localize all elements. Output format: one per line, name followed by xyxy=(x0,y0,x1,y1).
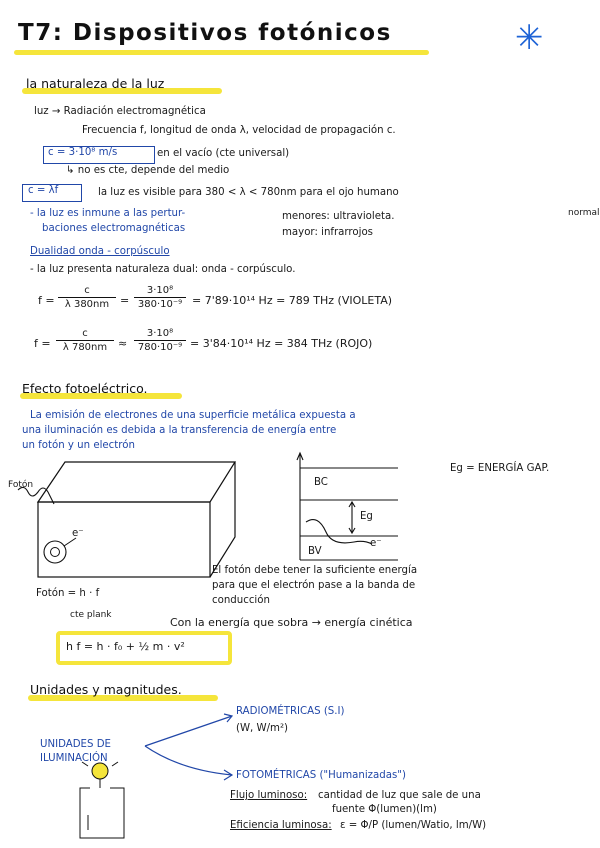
foton-formula: Fotón = h · f xyxy=(36,588,100,599)
planck-note: cte plank xyxy=(70,610,112,620)
electron-circle xyxy=(44,541,66,563)
normal-note: normal xyxy=(568,208,600,218)
lightbulb-drawing xyxy=(80,762,124,838)
emission-line2: una iluminación es debida a la transferencia de energía entre xyxy=(22,425,337,436)
radiometricas-units: (W, W/m²) xyxy=(236,723,289,734)
flujo-label: Flujo luminoso: xyxy=(230,790,308,801)
eq2-den: λ 780nm xyxy=(62,342,108,353)
s1-line2: Frecuencia f, longitud de onda λ, velocidad de propagación c. xyxy=(82,125,396,136)
immune-line1: - la luz es inmune a las pertur- xyxy=(30,208,186,219)
eq1-rhs: = 7'89·10¹⁴ Hz = 789 THz (VIOLETA) xyxy=(192,294,393,307)
eq1-den: λ 380nm xyxy=(64,299,110,310)
foton-debe-2: para que el electrón pase a la banda de xyxy=(212,580,416,591)
bc-label: BC xyxy=(314,477,328,488)
electron-arrow xyxy=(64,538,76,546)
unit-arrows xyxy=(145,714,232,780)
eq2-num: c xyxy=(82,328,88,339)
s1-line4: ↳ no es cte, depende del medio xyxy=(66,165,230,176)
con-energia: Con la energía que sobra → energía cinética xyxy=(170,616,413,629)
section3-heading: Unidades y magnitudes. xyxy=(30,682,182,697)
menores: menores: ultravioleta. xyxy=(282,211,395,222)
eq2-den2: 780·10⁻⁹ xyxy=(137,342,183,353)
dualidad-text: - la luz presenta naturaleza dual: onda - corpúsculo. xyxy=(30,264,296,275)
metal-box-drawing xyxy=(38,462,235,577)
foton-debe-1: El fotón debe tener la suficiente energía xyxy=(212,565,418,576)
electron-label: e⁻ xyxy=(72,528,84,539)
eficiencia-label: Eficiencia luminosa: xyxy=(230,820,332,831)
unidades-line2: ILUMINACIÓN xyxy=(40,753,108,764)
eficiencia-text: ε = Φ/P (lumen/Watio, lm/W) xyxy=(340,820,487,831)
section1-heading: la naturaleza de la luz xyxy=(26,76,165,91)
visible-range: la luz es visible para 380 < λ < 780nm para el ojo humano xyxy=(98,187,399,198)
flujo-text-2: fuente Φ(lumen)(lm) xyxy=(332,804,437,815)
eq1-lhs: f = xyxy=(38,294,55,307)
band-electron: e⁻ xyxy=(370,538,382,549)
eg-label: Eg xyxy=(360,511,373,522)
clf-formula: c = λf xyxy=(28,185,59,196)
flujo-text-1: cantidad de luz que sale de una xyxy=(318,790,481,801)
page-title: T7: Dispositivos fotónicos xyxy=(18,20,392,46)
foton-label: Fotón xyxy=(8,480,34,490)
foton-debe-3: conducción xyxy=(212,595,270,606)
eq2-equals: ≈ xyxy=(118,337,128,350)
eq2-rhs: = 3'84·10¹⁴ Hz = 384 THz (ROJO) xyxy=(190,337,373,350)
fotometricas: FOTOMÉTRICAS ("Humanizadas") xyxy=(236,770,406,781)
unidades-line1: UNIDADES DE xyxy=(40,739,111,750)
emission-line1: La emisión de electrones de una superficie metálica expuesta a xyxy=(30,410,356,421)
mayor: mayor: infrarrojos xyxy=(282,227,373,238)
asterisk-star-icon: ✳ xyxy=(515,18,544,58)
kinetic-formula: h f = h · f₀ + ½ m · v² xyxy=(66,640,185,653)
eg-definition: Eg = ENERGÍA GAP. xyxy=(450,463,550,474)
eq1-num2: 3·10⁸ xyxy=(146,285,174,296)
eq1-den2: 380·10⁻⁹ xyxy=(137,299,183,310)
eq1-equals: = xyxy=(120,294,130,307)
radiometricas: RADIOMÉTRICAS (S.I) xyxy=(236,706,345,717)
c-constant: c = 3·10⁸ m/s xyxy=(48,147,118,158)
eq2-lhs: f = xyxy=(34,337,51,350)
emission-line3: un fotón y un electrón xyxy=(22,440,135,451)
dualidad-heading: Dualidad onda - corpúsculo xyxy=(30,246,170,257)
immune-line2: baciones electromagnéticas xyxy=(42,223,186,234)
bv-label: BV xyxy=(308,546,322,557)
c-constant-desc: en el vacío (cte universal) xyxy=(157,148,290,159)
eq2-num2: 3·10⁸ xyxy=(146,328,174,339)
section2-heading: Efecto fotoeléctrico. xyxy=(22,381,148,396)
s1-line1: luz → Radiación electromagnética xyxy=(34,106,206,117)
eq1-num: c xyxy=(84,285,90,296)
band-diagram xyxy=(297,453,398,560)
